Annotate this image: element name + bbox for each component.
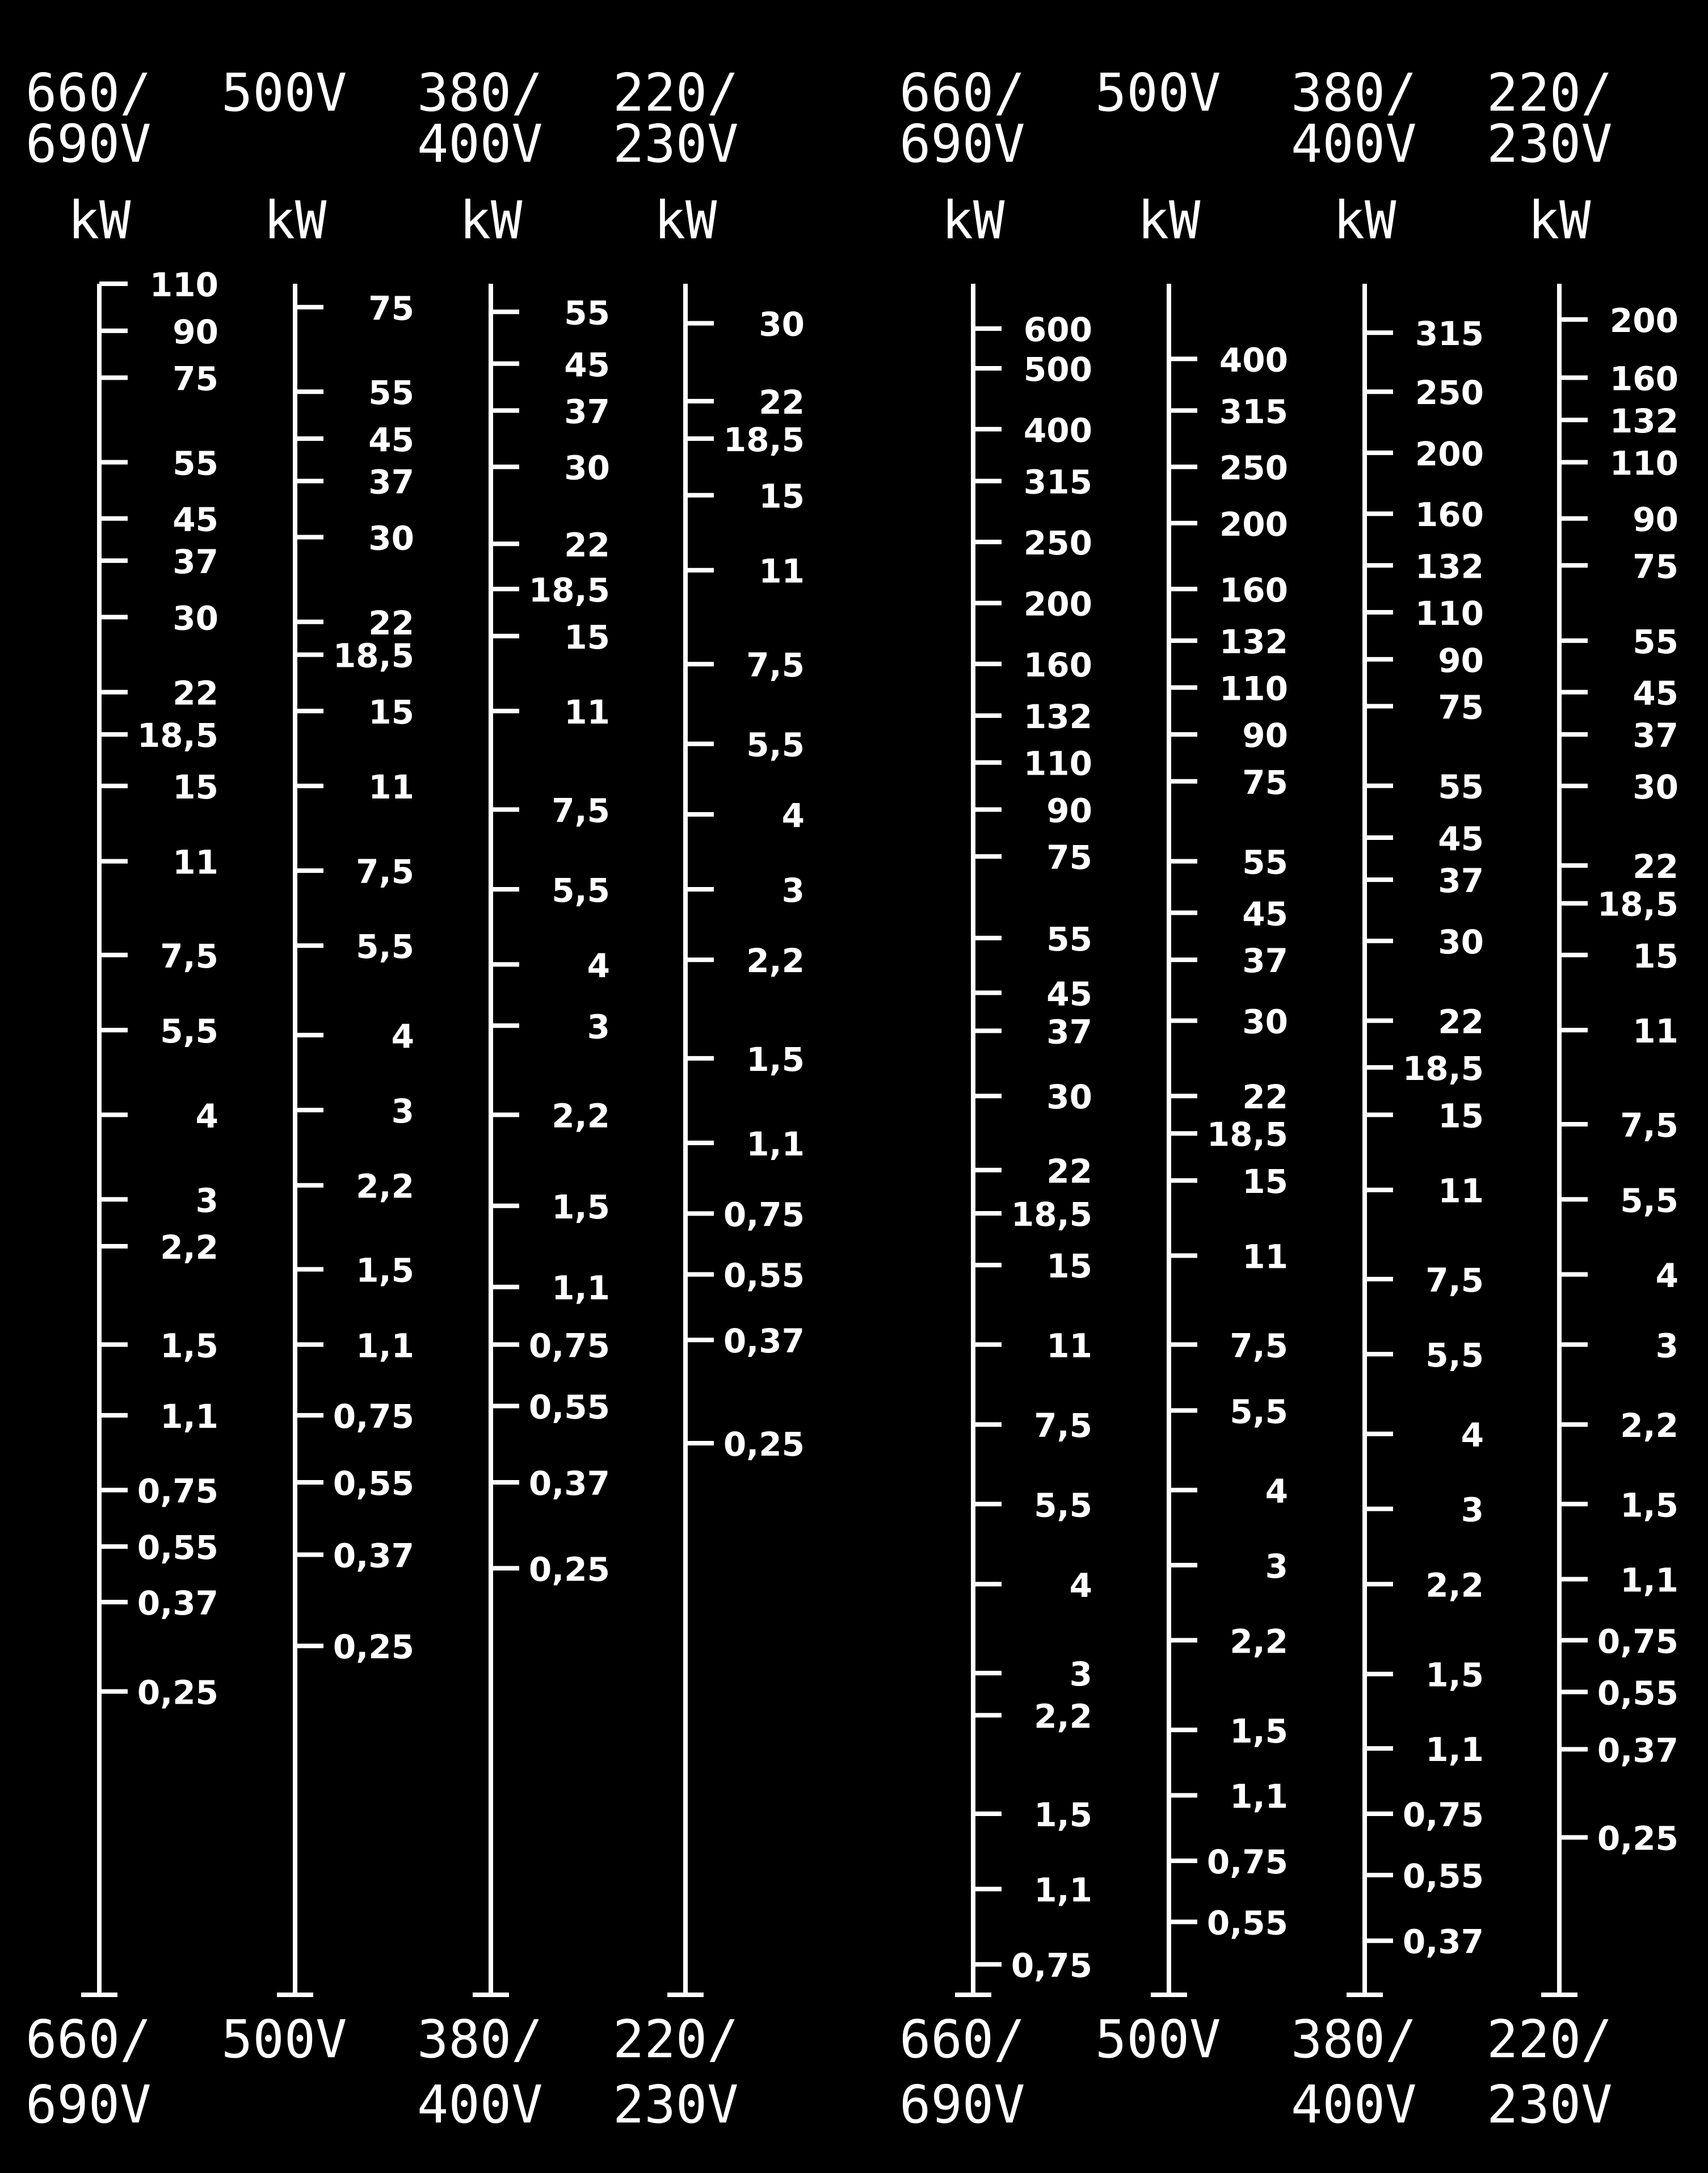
voltage-header-line-2: 690V [26, 114, 152, 174]
tick-label: 22 [1046, 1151, 1092, 1191]
tick-label: 160 [1023, 645, 1092, 684]
unit-label: kW [263, 190, 327, 251]
tick-label: 22 [1438, 1002, 1484, 1041]
tick-label: 7,5 [160, 936, 218, 976]
tick-label: 2,2 [1620, 1406, 1678, 1445]
tick-label: 37 [173, 542, 218, 581]
tick-label: 15 [1242, 1162, 1288, 1201]
tick-label: 0,37 [1597, 1731, 1678, 1770]
tick-label: 55 [368, 373, 414, 413]
voltage-header-line-1: 380/ [417, 62, 543, 123]
tick-label: 11 [1438, 1171, 1484, 1211]
tick-label: 132 [1219, 622, 1288, 661]
unit-label: kW [459, 190, 523, 251]
tick-label: 15 [1438, 1096, 1484, 1136]
tick-label: 11 [759, 552, 805, 591]
voltage-header-line-2: 230V [1487, 114, 1613, 174]
voltage-footer-line-2: 690V [899, 2074, 1025, 2135]
tick-label: 2,2 [1034, 1697, 1092, 1736]
tick-label: 55 [1633, 622, 1678, 661]
tick-label: 11 [368, 767, 414, 806]
tick-label: 37 [1438, 861, 1484, 901]
tick-label: 1,1 [160, 1397, 218, 1436]
tick-label: 15 [759, 477, 805, 516]
tick-label: 4 [1655, 1256, 1678, 1295]
tick-label: 3 [1265, 1546, 1288, 1586]
tick-label: 45 [1633, 674, 1678, 713]
voltage-header-line-1: 380/ [1291, 62, 1417, 123]
tick-label: 7,5 [1425, 1260, 1484, 1300]
tick-label: 18,5 [1206, 1115, 1288, 1154]
tick-label: 132 [1415, 547, 1484, 586]
tick-label: 1,1 [1034, 1871, 1092, 1910]
tick-label: 75 [1438, 688, 1484, 727]
unit-label: kW [1528, 190, 1591, 251]
tick-label: 5,5 [160, 1012, 218, 1051]
voltage-header-line-1: 500V [1095, 62, 1221, 123]
tick-label: 75 [368, 289, 414, 328]
unit-label: kW [68, 190, 131, 251]
tick-label: 1,5 [356, 1251, 414, 1290]
tick-label: 315 [1023, 463, 1092, 502]
voltage-footer-line-1: 220/ [1487, 2009, 1613, 2070]
tick-label: 90 [1046, 791, 1092, 830]
tick-label: 30 [1633, 767, 1678, 806]
voltage-footer-line-1: 380/ [1291, 2009, 1417, 2070]
tick-label: 1,1 [746, 1124, 805, 1163]
tick-label: 11 [173, 843, 218, 882]
tick-label: 110 [1415, 594, 1484, 633]
tick-label: 4 [1461, 1415, 1484, 1455]
tick-label: 7,5 [746, 646, 805, 685]
tick-label: 110 [1219, 669, 1288, 708]
tick-label: 160 [1415, 495, 1484, 535]
tick-label: 3 [391, 1091, 414, 1130]
tick-label: 0,55 [1206, 1903, 1288, 1943]
unit-label: kW [1137, 190, 1201, 251]
tick-label: 110 [1609, 444, 1678, 483]
tick-label: 45 [368, 420, 414, 459]
tick-label: 37 [1242, 942, 1288, 981]
tick-label: 90 [1633, 500, 1678, 539]
unit-label: kW [654, 190, 717, 251]
tick-label: 3 [195, 1181, 218, 1220]
tick-label: 200 [1415, 434, 1484, 473]
voltage-header-line-2: 400V [1291, 114, 1417, 174]
tick-label: 11 [564, 692, 610, 732]
tick-label: 0,75 [333, 1397, 414, 1436]
tick-label: 7,5 [1230, 1326, 1288, 1365]
tick-label: 90 [1438, 641, 1484, 680]
tick-label: 5,5 [1620, 1181, 1678, 1220]
voltage-footer-line-1: 500V [221, 2009, 347, 2070]
tick-label: 5,5 [1425, 1336, 1484, 1375]
tick-label: 1,5 [1425, 1655, 1484, 1695]
voltage-header-line-1: 220/ [613, 62, 739, 123]
tick-label: 1,5 [746, 1040, 805, 1079]
tick-label: 3 [1069, 1655, 1092, 1694]
tick-label: 0,37 [723, 1322, 805, 1361]
tick-label: 7,5 [1620, 1106, 1678, 1145]
tick-label: 22 [564, 526, 610, 565]
tick-label: 55 [1046, 919, 1092, 959]
tick-label: 1,1 [356, 1326, 414, 1365]
tick-label: 200 [1219, 505, 1288, 544]
tick-label: 0,55 [723, 1256, 805, 1295]
tick-label: 3 [587, 1007, 610, 1046]
tick-label: 0,55 [528, 1388, 610, 1427]
voltage-footer-line-2: 400V [417, 2074, 543, 2135]
tick-label: 132 [1023, 697, 1092, 736]
tick-label: 18,5 [1402, 1049, 1484, 1088]
tick-label: 18,5 [333, 636, 414, 675]
tick-label: 18,5 [528, 570, 610, 610]
tick-label: 132 [1609, 401, 1678, 440]
voltage-footer-line-2: 230V [1487, 2074, 1613, 2135]
tick-label: 90 [1242, 716, 1288, 755]
tick-label: 200 [1609, 301, 1678, 341]
tick-label: 1,1 [1620, 1561, 1678, 1600]
tick-label: 1,5 [160, 1326, 218, 1365]
voltage-header-line-1: 500V [221, 62, 347, 123]
tick-label: 5,5 [746, 725, 805, 764]
tick-label: 2,2 [1230, 1622, 1288, 1661]
tick-label: 1,5 [1620, 1486, 1678, 1525]
tick-label: 400 [1219, 341, 1288, 380]
tick-label: 4 [1069, 1566, 1092, 1605]
tick-label: 45 [1438, 819, 1484, 858]
tick-label: 45 [1046, 974, 1092, 1014]
tick-label: 0,75 [1402, 1796, 1484, 1835]
tick-label: 600 [1023, 310, 1092, 349]
tick-label: 4 [391, 1016, 414, 1056]
voltage-footer-line-1: 660/ [26, 2009, 152, 2070]
tick-label: 0,55 [1597, 1674, 1678, 1713]
tick-label: 37 [1633, 716, 1678, 755]
tick-label: 5,5 [1034, 1486, 1092, 1525]
tick-label: 18,5 [1597, 885, 1678, 924]
tick-label: 0,55 [1402, 1856, 1484, 1895]
tick-label: 0,25 [137, 1673, 218, 1712]
tick-label: 75 [1242, 763, 1288, 802]
tick-label: 22 [368, 603, 414, 642]
tick-label: 1,1 [1425, 1730, 1484, 1769]
tick-label: 30 [759, 305, 805, 344]
voltage-footer-line-2: 690V [26, 2074, 152, 2135]
voltage-footer-line-2: 400V [1291, 2074, 1417, 2135]
tick-label: 22 [1633, 847, 1678, 886]
tick-label: 11 [1242, 1237, 1288, 1276]
tick-label: 30 [368, 519, 414, 558]
tick-label: 0,75 [528, 1326, 610, 1365]
tick-label: 18,5 [1011, 1195, 1092, 1234]
tick-label: 37 [1046, 1012, 1092, 1052]
voltage-header-line-2: 230V [613, 114, 739, 174]
tick-label: 2,2 [160, 1228, 218, 1267]
tick-label: 7,5 [356, 852, 414, 892]
tick-label: 7,5 [552, 791, 610, 830]
tick-label: 18,5 [137, 716, 218, 755]
tick-label: 37 [368, 463, 414, 502]
tick-label: 200 [1023, 585, 1092, 624]
tick-label: 55 [564, 293, 610, 333]
tick-label: 15 [368, 692, 414, 732]
tick-label: 45 [173, 500, 218, 539]
tick-label: 160 [1609, 359, 1678, 398]
tick-label: 15 [1633, 936, 1678, 976]
tick-label: 0,25 [723, 1424, 805, 1464]
tick-label: 90 [173, 312, 218, 351]
tick-label: 7,5 [1034, 1406, 1092, 1445]
tick-label: 18,5 [723, 420, 805, 459]
tick-label: 2,2 [746, 942, 805, 981]
tick-label: 3 [1461, 1490, 1484, 1529]
tick-label: 315 [1219, 392, 1288, 431]
tick-label: 75 [1633, 547, 1678, 586]
tick-label: 15 [1046, 1247, 1092, 1286]
tick-label: 110 [1023, 744, 1092, 783]
tick-label: 5,5 [1230, 1392, 1288, 1431]
tick-label: 22 [173, 674, 218, 713]
voltage-footer-line-1: 500V [1095, 2009, 1221, 2070]
tick-label: 5,5 [552, 871, 610, 910]
tick-label: 45 [1242, 894, 1288, 934]
tick-label: 2,2 [1425, 1566, 1484, 1605]
tick-label: 160 [1219, 570, 1288, 610]
tick-label: 0,37 [1402, 1922, 1484, 1961]
tick-label: 1,1 [1230, 1777, 1288, 1816]
tick-label: 30 [173, 599, 218, 638]
tick-label: 30 [564, 448, 610, 487]
tick-label: 250 [1023, 523, 1092, 562]
tick-label: 0,75 [137, 1472, 218, 1511]
tick-label: 0,37 [333, 1536, 414, 1575]
tick-label: 1,5 [1034, 1796, 1092, 1835]
tick-label: 0,75 [1597, 1622, 1678, 1661]
tick-label: 0,25 [1597, 1819, 1678, 1858]
voltage-header-line-2: 690V [899, 114, 1025, 174]
tick-label: 5,5 [356, 927, 414, 966]
tick-label: 250 [1415, 373, 1484, 413]
tick-label: 22 [759, 383, 805, 422]
tick-label: 15 [173, 767, 218, 806]
tick-label: 4 [1265, 1472, 1288, 1511]
tick-label: 75 [173, 359, 218, 398]
tick-label: 37 [564, 392, 610, 431]
tick-label: 45 [564, 345, 610, 384]
tick-label: 2,2 [356, 1167, 414, 1206]
tick-label: 0,55 [333, 1464, 414, 1503]
tick-label: 30 [1046, 1078, 1092, 1117]
tick-label: 4 [587, 946, 610, 985]
voltage-footer-line-1: 660/ [899, 2009, 1025, 2070]
unit-label: kW [941, 190, 1005, 251]
voltage-footer-line-2: 230V [613, 2074, 739, 2135]
tick-label: 0,25 [333, 1628, 414, 1667]
tick-label: 4 [781, 796, 805, 835]
tick-label: 0,75 [1011, 1946, 1092, 1985]
voltage-header-line-1: 220/ [1487, 62, 1613, 123]
tick-label: 0,75 [1206, 1842, 1288, 1881]
tick-label: 400 [1023, 411, 1092, 450]
tick-label: 22 [1242, 1078, 1288, 1117]
tick-label: 0,25 [528, 1550, 610, 1589]
tick-label: 0,37 [528, 1464, 610, 1503]
tick-label: 2,2 [552, 1096, 610, 1136]
tick-label: 110 [149, 266, 218, 304]
unit-label: kW [1333, 190, 1396, 251]
tick-label: 0,75 [723, 1195, 805, 1234]
tick-label: 4 [195, 1096, 218, 1136]
tick-label: 30 [1438, 923, 1484, 962]
tick-label: 75 [1046, 838, 1092, 877]
tick-label: 55 [1438, 767, 1484, 806]
tick-label: 3 [1655, 1326, 1678, 1365]
tick-label: 55 [1242, 843, 1288, 882]
voltage-header-line-1: 660/ [26, 62, 152, 123]
tick-label: 11 [1633, 1012, 1678, 1051]
voltage-header-line-2: 400V [417, 114, 543, 174]
tick-label: 0,37 [137, 1584, 218, 1623]
tick-label: 0,55 [137, 1528, 218, 1567]
tick-label: 15 [564, 617, 610, 657]
voltage-header-line-1: 660/ [899, 62, 1025, 123]
tick-label: 3 [781, 871, 805, 910]
tick-label: 315 [1415, 314, 1484, 354]
tick-label: 250 [1219, 448, 1288, 487]
voltage-footer-line-1: 220/ [613, 2009, 739, 2070]
tick-label: 1,5 [1230, 1712, 1288, 1751]
voltage-footer-line-1: 380/ [417, 2009, 543, 2070]
tick-label: 1,5 [552, 1187, 610, 1226]
tick-label: 1,1 [552, 1268, 610, 1308]
tick-label: 30 [1242, 1002, 1288, 1041]
tick-label: 500 [1023, 350, 1092, 389]
tick-label: 11 [1046, 1326, 1092, 1365]
tick-label: 55 [173, 444, 218, 483]
